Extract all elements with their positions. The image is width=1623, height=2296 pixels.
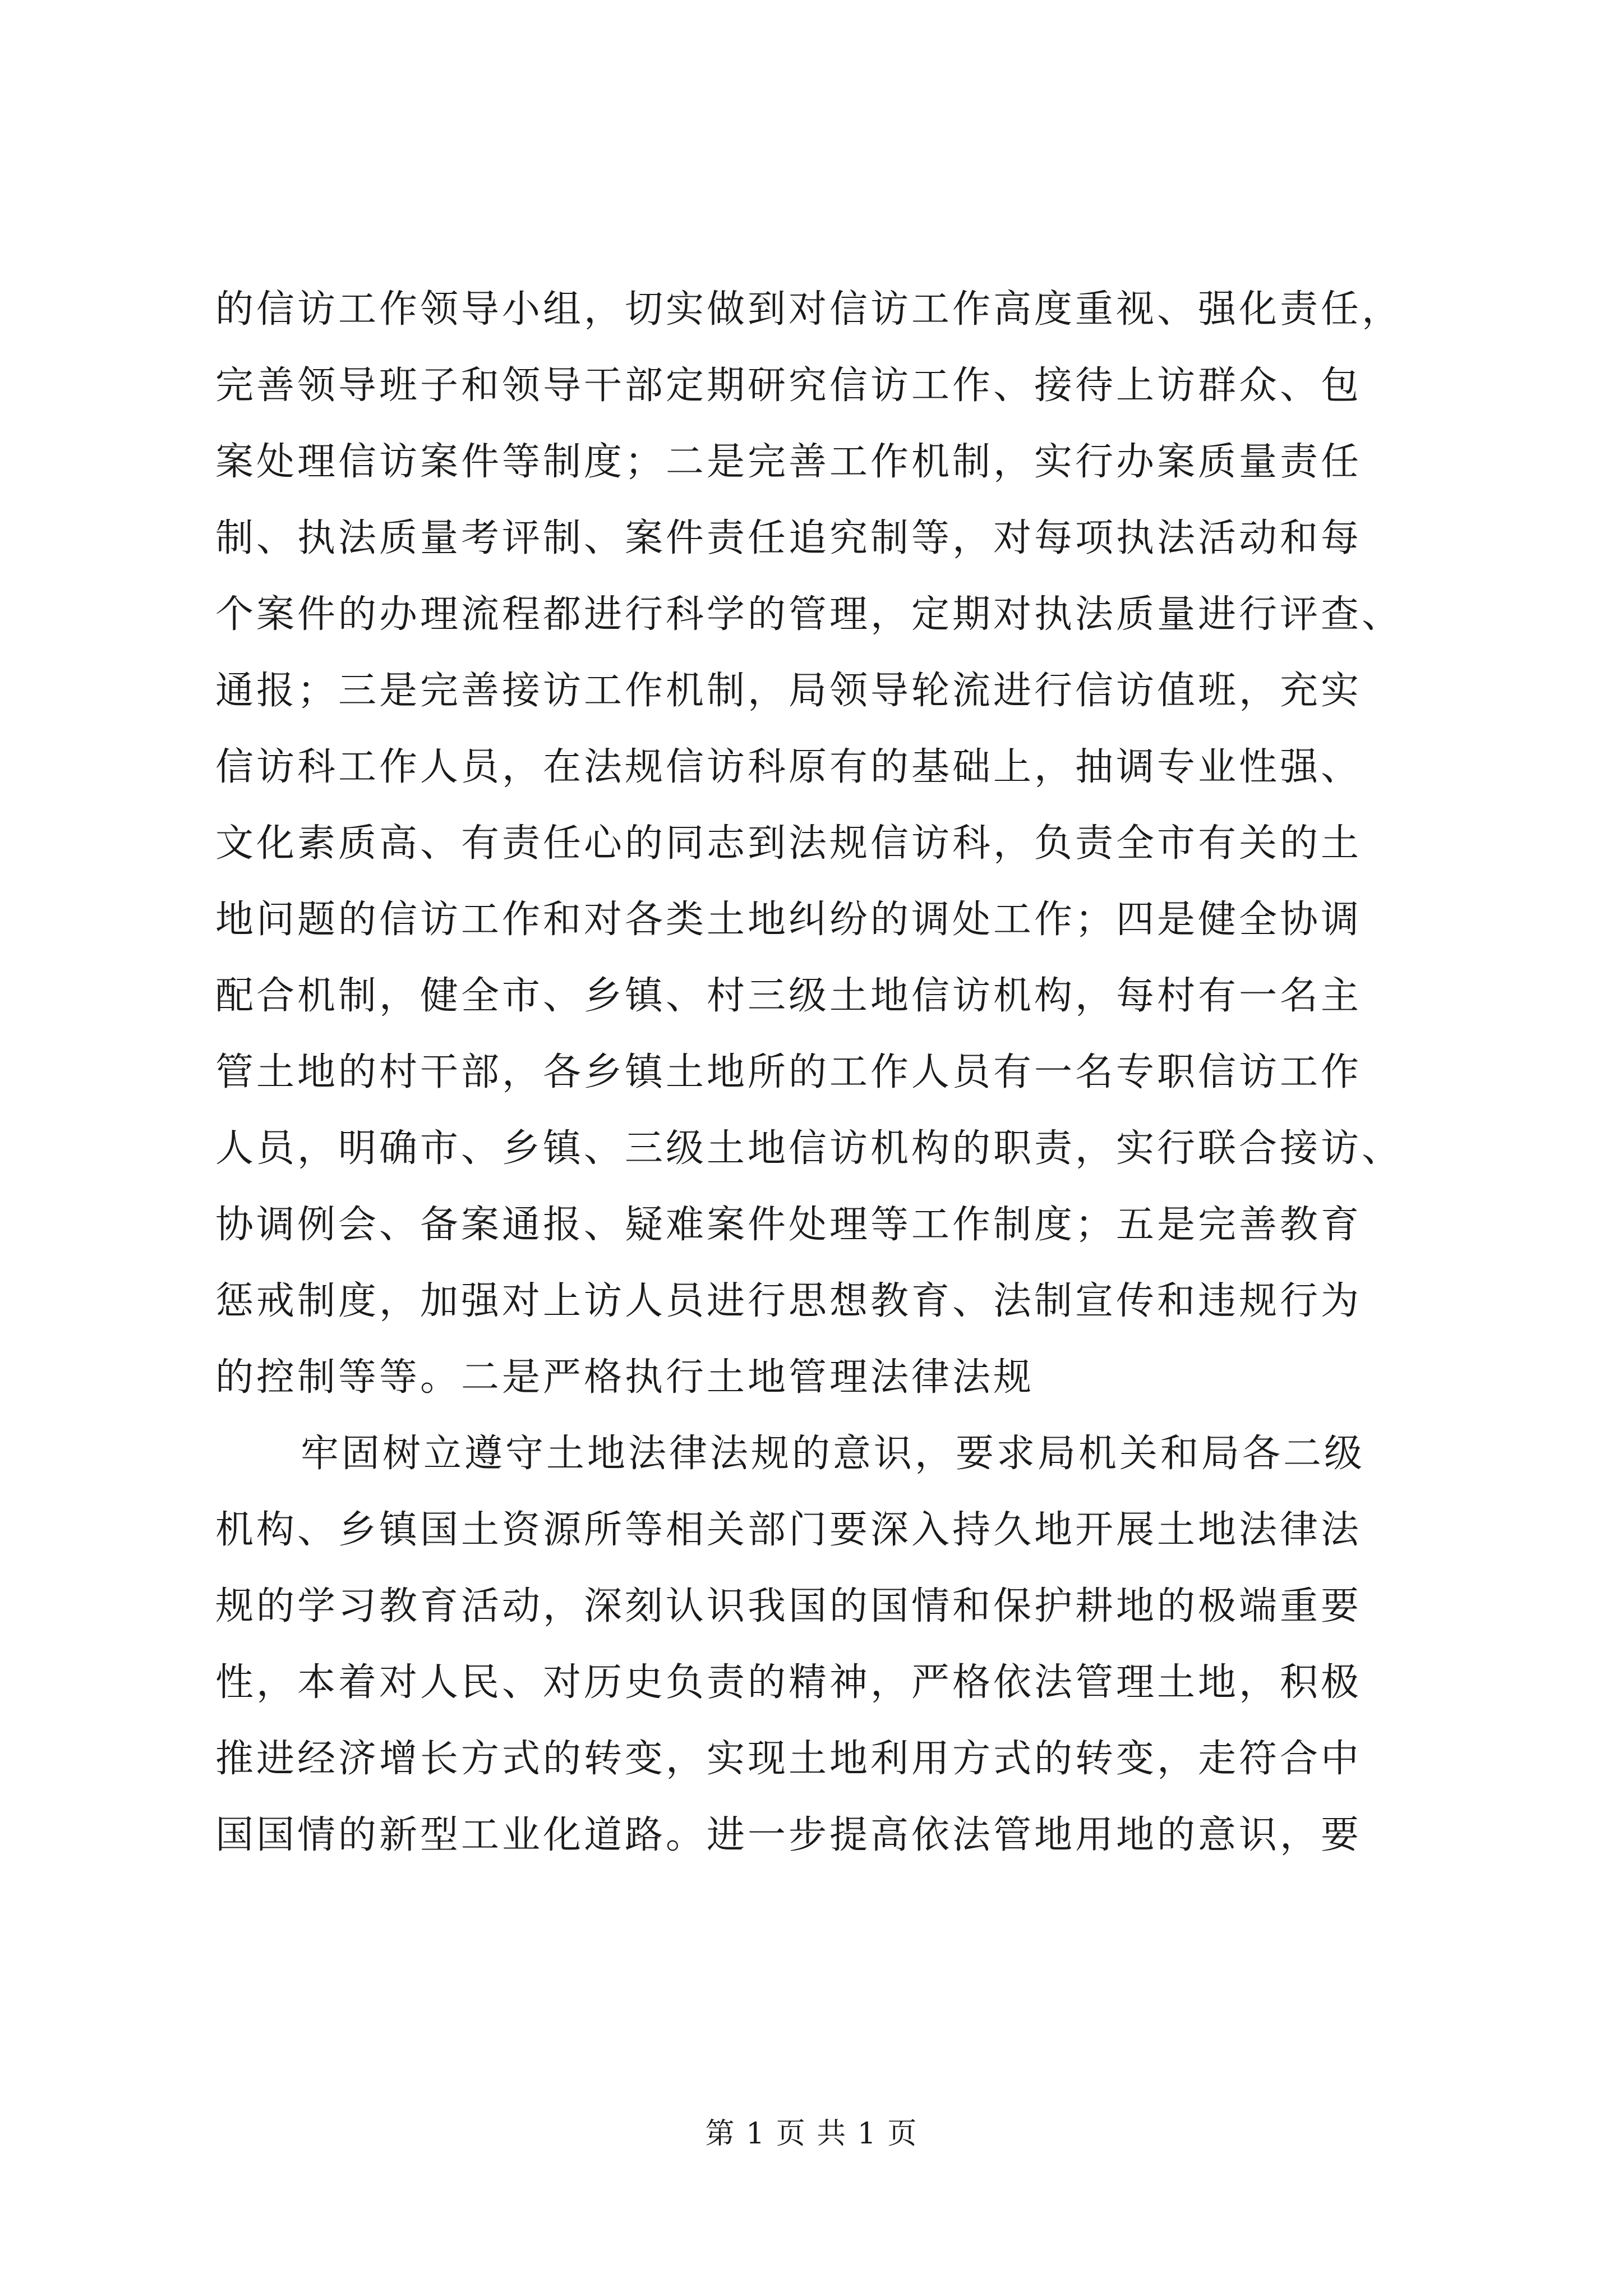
text-line: 的控制等等。二是严格执行土地管理法律法规 bbox=[215, 1355, 1035, 1400]
text-line: 国国情的新型工业化道路。进一步提高依法管地用地的意识，要 bbox=[215, 1813, 1362, 1857]
text-line: 制、执法质量考评制、案件责任追究制等，对每项执法活动和每 bbox=[215, 516, 1362, 560]
text-line: 机构、乡镇国土资源所等相关部门要深入持久地开展土地法律法 bbox=[215, 1508, 1362, 1552]
text-line: 人员，明确市、乡镇、三级土地信访机构的职责，实行联合接访、 bbox=[215, 1126, 1403, 1171]
page-footer bbox=[0, 2116, 1623, 2152]
text-line: 配合机制，健全市、乡镇、村三级土地信访机构，每村有一名主 bbox=[215, 974, 1362, 1018]
text-line: 完善领导班子和领导干部定期研究信访工作、接待上访群众、包 bbox=[215, 364, 1362, 408]
text-line: 案处理信访案件等制度；二是完善工作机制，实行办案质量责任 bbox=[215, 440, 1362, 484]
text-line: 的信访工作领导小组，切实做到对信访工作高度重视、强化责任， bbox=[215, 287, 1403, 332]
text-line: 规的学习教育活动，深刻认识我国的国情和保护耕地的极端重要 bbox=[215, 1584, 1362, 1628]
paragraph-first-line: 牢固树立遵守土地法律法规的意识，要求局机关和局各二级 bbox=[301, 1432, 1366, 1476]
text-line: 管土地的村干部，各乡镇土地所的工作人员有一名专职信访工作 bbox=[215, 1050, 1362, 1094]
text-line: 地问题的信访工作和对各类土地纠纷的调处工作；四是健全协调 bbox=[215, 898, 1362, 942]
text-line: 信访科工作人员，在法规信访科原有的基础上，抽调专业性强、 bbox=[215, 745, 1362, 789]
text-line: 推进经济增长方式的转变，实现土地利用方式的转变，走符合中 bbox=[215, 1737, 1362, 1781]
text-line: 惩戒制度，加强对上访人员进行思想教育、法制宣传和违规行为 bbox=[215, 1279, 1362, 1323]
text-line: 个案件的办理流程都进行科学的管理，定期对执法质量进行评查、 bbox=[215, 592, 1403, 637]
text-line: 性，本着对人民、对历史负责的精神，严格依法管理土地，积极 bbox=[215, 1660, 1362, 1705]
page-number: 第 1 页 共 1 页 bbox=[705, 2117, 918, 2151]
document-body bbox=[215, 272, 1421, 1874]
text-line: 文化素质高、有责任心的同志到法规信访科，负责全市有关的土 bbox=[215, 821, 1362, 866]
text-line: 通报；三是完善接访工作机制，局领导轮流进行信访值班，充实 bbox=[215, 669, 1362, 713]
text-line: 协调例会、备案通报、疑难案件处理等工作制度；五是完善教育 bbox=[215, 1203, 1362, 1247]
